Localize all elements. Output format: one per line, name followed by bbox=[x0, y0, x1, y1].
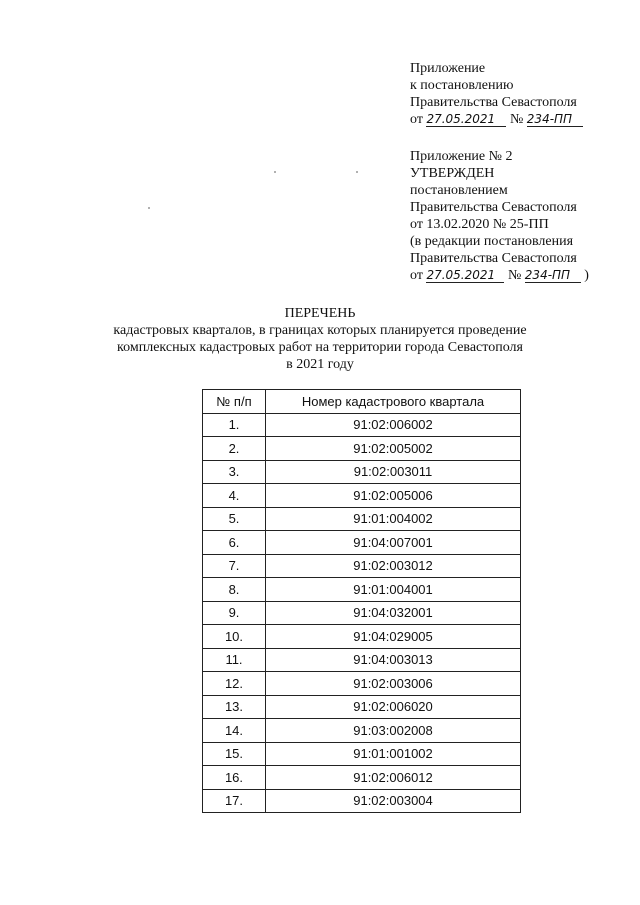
table-row bbox=[203, 742, 521, 766]
row-number-cell: 4. bbox=[203, 484, 266, 508]
row-number-cell: 7. bbox=[203, 554, 266, 578]
document-title bbox=[0, 305, 640, 373]
header-cadastral: Номер кадастрового квартала bbox=[266, 390, 521, 414]
row-number-cell: 14. bbox=[203, 719, 266, 743]
table-row bbox=[203, 719, 521, 743]
cadastral-number-cell: 91:02:005002 bbox=[266, 437, 521, 461]
row-number-cell: 15. bbox=[203, 742, 266, 766]
appendix-to-resolution: к постановлению bbox=[410, 78, 514, 93]
row-number-cell: 1. bbox=[203, 413, 266, 437]
table-row bbox=[203, 413, 521, 437]
scan-speck bbox=[274, 171, 276, 173]
table-header-row bbox=[203, 390, 521, 414]
scan-speck bbox=[148, 207, 150, 209]
cadastral-number-cell: 91:04:003013 bbox=[266, 648, 521, 672]
cadastral-number-cell: 91:02:006002 bbox=[266, 413, 521, 437]
title-line-1: кадастровых кварталов, в границах которых планируется проведение bbox=[113, 323, 527, 338]
appendix-date-line: от 27.05.2021 № 234-ПП bbox=[410, 111, 583, 128]
title-line-3: в 2021 году bbox=[286, 357, 354, 372]
table-row bbox=[203, 460, 521, 484]
table-row bbox=[203, 601, 521, 625]
table-row bbox=[203, 672, 521, 696]
row-number-cell: 2. bbox=[203, 437, 266, 461]
row-number-cell: 6. bbox=[203, 531, 266, 555]
row-number-cell: 12. bbox=[203, 672, 266, 696]
cadastral-number-cell: 91:02:006020 bbox=[266, 695, 521, 719]
original-resolution: от 13.02.2020 № 25-ПП bbox=[410, 217, 549, 232]
appendix2-label: Приложение № 2 bbox=[410, 149, 513, 164]
scan-speck bbox=[356, 171, 358, 173]
table-row bbox=[203, 531, 521, 555]
cadastral-number-cell: 91:02:003006 bbox=[266, 672, 521, 696]
appendix2-block bbox=[410, 148, 589, 284]
row-number-cell: 13. bbox=[203, 695, 266, 719]
cadastral-number-cell: 91:01:004001 bbox=[266, 578, 521, 602]
approved-label: УТВЕРЖДЕН bbox=[410, 166, 495, 181]
appendix2-date-line: от 27.05.2021 № 234-ПП ) bbox=[410, 268, 589, 283]
handwritten-number: 234-ПП bbox=[527, 112, 583, 127]
title-heading: ПЕРЕЧЕНЬ bbox=[284, 306, 356, 321]
header-number: № п/п bbox=[203, 390, 266, 414]
row-number-cell: 3. bbox=[203, 460, 266, 484]
row-number-cell: 8. bbox=[203, 578, 266, 602]
handwritten-date: 27.05.2021 bbox=[426, 268, 504, 283]
table-row bbox=[203, 695, 521, 719]
cadastral-number-cell: 91:02:003011 bbox=[266, 460, 521, 484]
table-row bbox=[203, 554, 521, 578]
edition-government: Правительства Севастополя bbox=[410, 251, 577, 266]
appendix-government: Правительства Севастополя bbox=[410, 95, 577, 110]
handwritten-number: 234-ПП bbox=[525, 268, 581, 283]
row-number-cell: 11. bbox=[203, 648, 266, 672]
cadastral-number-cell: 91:02:003012 bbox=[266, 554, 521, 578]
edition-note: (в редакции постановления bbox=[410, 234, 574, 249]
table-row bbox=[203, 625, 521, 649]
table-row bbox=[203, 789, 521, 813]
cadastral-number-cell: 91:02:005006 bbox=[266, 484, 521, 508]
government-name: Правительства Севастополя bbox=[410, 200, 577, 215]
row-number-cell: 5. bbox=[203, 507, 266, 531]
row-number-cell: 10. bbox=[203, 625, 266, 649]
table-body bbox=[203, 413, 521, 813]
cadastral-number-cell: 91:04:032001 bbox=[266, 601, 521, 625]
cadastral-table bbox=[202, 389, 521, 813]
table-row bbox=[203, 507, 521, 531]
appendix-label: Приложение bbox=[410, 61, 486, 76]
row-number-cell: 17. bbox=[203, 789, 266, 813]
appendix-block bbox=[410, 60, 583, 128]
table-row bbox=[203, 766, 521, 790]
cadastral-number-cell: 91:02:006012 bbox=[266, 766, 521, 790]
row-number-cell: 16. bbox=[203, 766, 266, 790]
handwritten-date: 27.05.2021 bbox=[426, 112, 506, 127]
table-row bbox=[203, 648, 521, 672]
cadastral-number-cell: 91:04:029005 bbox=[266, 625, 521, 649]
cadastral-number-cell: 91:03:002008 bbox=[266, 719, 521, 743]
cadastral-number-cell: 91:04:007001 bbox=[266, 531, 521, 555]
by-resolution: постановлением bbox=[410, 183, 508, 198]
cadastral-number-cell: 91:01:001002 bbox=[266, 742, 521, 766]
cadastral-number-cell: 91:01:004002 bbox=[266, 507, 521, 531]
title-line-2: комплексных кадастровых работ на территории города Севастополя bbox=[117, 340, 523, 355]
table-row bbox=[203, 578, 521, 602]
row-number-cell: 9. bbox=[203, 601, 266, 625]
table-row bbox=[203, 484, 521, 508]
cadastral-number-cell: 91:02:003004 bbox=[266, 789, 521, 813]
table-row bbox=[203, 437, 521, 461]
